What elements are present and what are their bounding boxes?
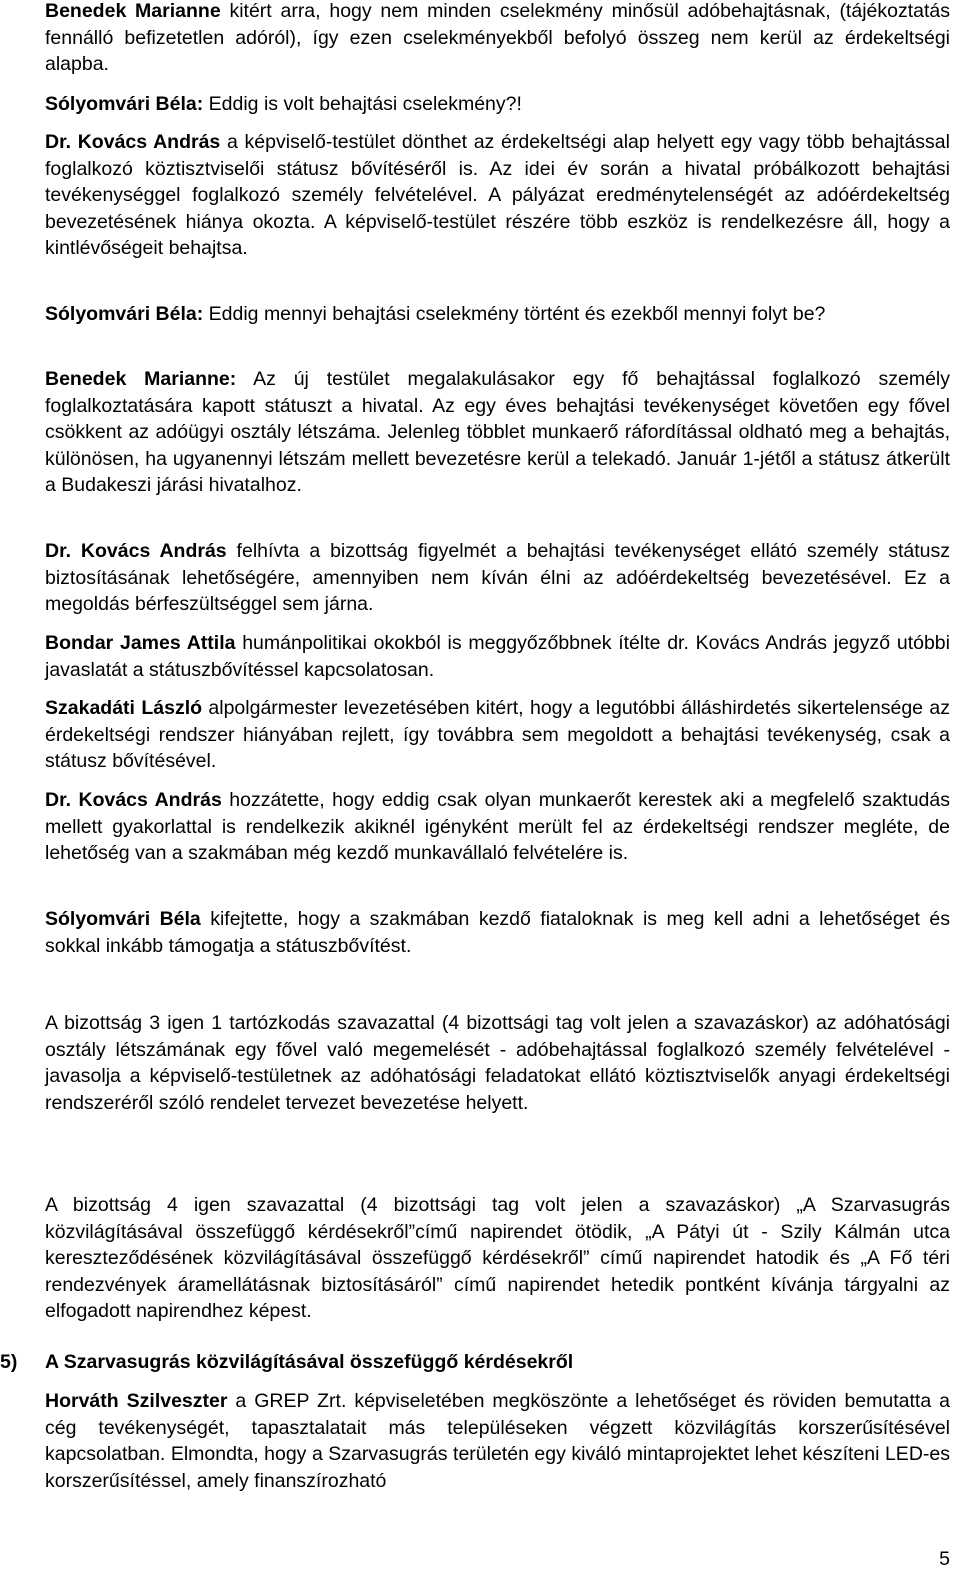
paragraph-resolution-2 <box>45 1192 950 1325</box>
paragraph-text: Eddig is volt behajtási cselekmény?! <box>203 93 522 115</box>
speaker-name: Sólyomvári Béla <box>45 908 201 930</box>
paragraph-resolution-1 <box>45 1010 950 1116</box>
paragraph-solyomvari-1 <box>45 91 950 118</box>
paragraph-text: a GREP Zrt. képviseletében megköszönte a lehetőséget és röviden bemutatta a cég tevékenységét, tapasztalatait más településeken végzett közvilágítás korszerűsítésével kapcsolatban. Elmondta, hogy a Szarvasugrás területén egy kiváló mintaprojektet lehet készíteni LED-es korszerűsítéssel, amely finanszírozható <box>45 1390 950 1492</box>
section-title: A Szarvasugrás közvilágításával összefüggő kérdésekről <box>45 1351 574 1373</box>
paragraph-text: A bizottság 4 igen szavazattal (4 bizottsági tag volt jelen a szavazáskor) „A Szarvasugrás közvilágításával összefüggő kérdésekről”című napirendet ötödik, „A Pátyi út - Szily Kálmán utca kereszteződésének közvilágításával összefüggő kérdésekről” című napirendet hatodik és „A Fő téri rendezvények áramellátásnak biztosításáról” című napirendet hetedik pontként kívánja tárgyalni az elfogadott napirendhez képest. <box>45 1194 950 1322</box>
paragraph-text: humánpolitikai okokból is meggyőzőbbnek ítélte dr. Kovács András jegyző utóbbi javaslatát a státuszbővítéssel kapcsolatosan. <box>45 632 950 681</box>
speaker-name: Szakadáti László <box>45 697 203 719</box>
paragraph-solyomvari-2 <box>45 301 950 328</box>
speaker-name: Benedek Marianne <box>45 0 221 22</box>
speaker-name: Bondar James Attila <box>45 632 236 654</box>
paragraph-solyomvari-3 <box>45 906 950 959</box>
speaker-name: Dr. Kovács András <box>45 789 222 811</box>
paragraph-benedek-1 <box>45 0 950 78</box>
paragraph-text: A bizottság 3 igen 1 tartózkodás szavazattal (4 bizottsági tag volt jelen a szavazáskor) az adóhatósági osztály létszámának egy fővel való megemelését - adóbehajtással foglalkozó személy felvételével - javasolja a képviselő-testületnek az adóhatósági feladatokat ellátó köztisztviselők anyagi érdekeltségi rendszeréről szóló rendelet tervezet bevezetése helyett. <box>45 1012 950 1114</box>
paragraph-text: a képviselő-testület dönthet az érdekeltségi alap helyett egy vagy több behajtással foglalkozó köztisztviselői státusz bővítéséről is. Az idei év során a hivatal próbálkozott behajtási tevékenységgel foglalkozó személy felvételével. A pályázat eredménytelenségét az adóérdekeltség bevezetésének hiánya okozta. A képviselő-testület részére több eszköz is rendelkezésre áll, hogy a kintlévőségeit behajtsa. <box>45 131 950 259</box>
speaker-name: Sólyomvári Béla: <box>45 93 204 115</box>
paragraph-kovacs-1 <box>45 129 950 262</box>
paragraph-text: alpolgármester levezetésében kitért, hogy a legutóbbi álláshirdetés sikertelensége az érdekeltségi rendszer hiányában rejlett, így továbbra sem megoldott a behajtási tevékenység, csak a státusz bővítésével. <box>45 697 950 772</box>
paragraph-szakadati <box>45 695 950 775</box>
paragraph-kovacs-3 <box>45 787 950 867</box>
speaker-name: Sólyomvári Béla: <box>45 303 204 325</box>
paragraph-text: kitért arra, hogy nem minden cselekmény minősül adóbehajtásnak, (tájékoztatás fennálló befizetetlen adóról), így ezen cselekményekből befolyó összeg nem kerül az érdekeltségi alapba. <box>45 0 950 75</box>
page-number: 5 <box>939 1548 950 1570</box>
speaker-name: Benedek Marianne: <box>45 368 237 390</box>
paragraph-text: hozzátette, hogy eddig csak olyan munkaerőt kerestek aki a megfelelő szaktudás mellett gyakorlattal is rendelkezik akiknél igényként merült fel az érdekeltségi rendszer megléte, de lehetőség van a szakmában még kezdő munkavállaló felvételére is. <box>45 789 950 864</box>
speaker-name: Horváth Szilveszter <box>45 1390 228 1412</box>
paragraph-text: Az új testület megalakulásakor egy fő behajtással foglalkozó személy foglalkoztatására kapott státuszt a hivatal. Az egy éves behajtási tevékenységet követően egy fővel csökkent az adóügyi osztály létszáma. Jelenleg többlet munkaerő ráfordítással oldható meg a behajtás, különösen, ha ugyanennyi létszám mellett bevezetésre kerül a telekadó. Január 1-jétől a státusz átkerült a Budakeszi járási hivatalhoz. <box>45 368 950 496</box>
paragraph-benedek-2 <box>45 366 950 499</box>
section-number: 5) <box>0 1351 18 1373</box>
paragraph-text: felhívta a bizottság figyelmét a behajtási tevékenységet ellátó személy státusz biztosításának lehetőségére, amennyiben nem kíván élni az adóérdekeltség bevezetésével. Ez a megoldás bérfeszültséggel sem járna. <box>45 540 951 615</box>
paragraph-bondar <box>45 630 950 683</box>
speaker-name: Dr. Kovács András <box>45 131 221 153</box>
speaker-name: Dr. Kovács András <box>45 540 227 562</box>
paragraph-text: kifejtette, hogy a szakmában kezdő fiataloknak is meg kell adni a lehetőséget és sokkal inkább támogatja a státuszbővítést. <box>45 908 951 957</box>
paragraph-text: Eddig mennyi behajtási cselekmény történt és ezekből mennyi folyt be? <box>203 303 826 325</box>
paragraph-kovacs-2 <box>45 538 950 618</box>
paragraph-horvath <box>45 1388 950 1494</box>
